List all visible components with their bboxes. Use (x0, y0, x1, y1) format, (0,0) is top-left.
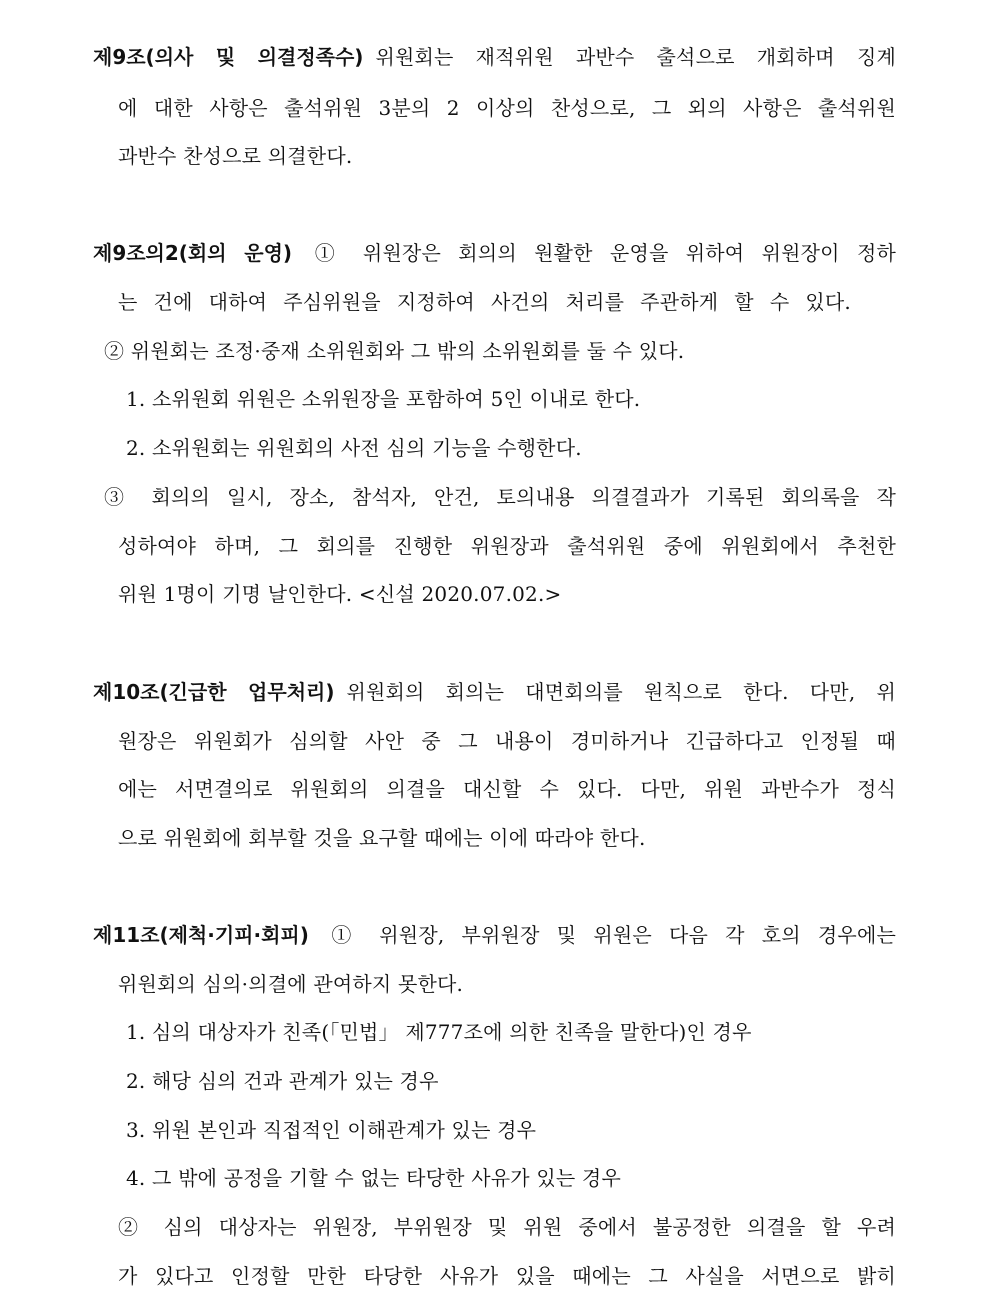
article-10-line-3: 에는 서면결의로 위원회의 의결을 대신할 수 있다. 다만, 위원 과반수가 정식 (118, 777, 896, 801)
article-11-line-1 (93, 922, 896, 948)
article-9-2-paragraph-3-line-1: ③ 회의의 일시, 장소, 참석자, 안건, 토의내용 의결결과가 기록된 회의록을 작 (104, 485, 896, 509)
article-10-text: 위원회의 회의는 대면회의를 원칙으로 한다. 다만, 위 (346, 680, 896, 704)
article-9-2-paragraph-3-line-3: 위원 1명이 기명 날인한다. <신설 2020.07.02.> (118, 582, 562, 606)
article-9-2-item-1: 1. 소위원회 위원은 소위원장을 포함하여 5인 이내로 한다. (126, 387, 641, 411)
article-9-2-paragraph-3-line-2: 성하여야 하며, 그 회의를 진행한 위원장과 출석위원 중에 위원회에서 추천한 (118, 534, 896, 558)
article-11-item-1: 1. 심의 대상자가 친족(「민법」 제777조에 의한 친족을 말한다)인 경우 (126, 1020, 752, 1044)
article-9-2-heading: 제9조의2(회의 운영) (93, 241, 293, 265)
article-10-line-2: 원장은 위원회가 심의할 사안 중 그 내용이 경미하거나 긴급하다고 인정될 때 (118, 729, 896, 753)
article-9-heading: 제9조(의사 및 의결정족수) (93, 45, 364, 69)
article-11-item-2: 2. 해당 심의 건과 관계가 있는 경우 (126, 1069, 439, 1093)
article-9-line-2: 에 대한 사항은 출석위원 3분의 2 이상의 찬성으로, 그 외의 사항은 출석위원 (118, 96, 896, 120)
article-9-2-text: ① 위원장은 회의의 원활한 운영을 위하여 위원장이 정하 (304, 241, 896, 265)
article-11-paragraph-2-line-1: ② 심의 대상자는 위원장, 부위원장 및 위원 중에서 불공정한 의결을 할 우려 (118, 1215, 896, 1239)
article-11-text: ① 위원장, 부위원장 및 위원은 다음 각 호의 경우에는 (320, 923, 896, 947)
article-9-2-item-2: 2. 소위원회는 위원회의 사전 심의 기능을 수행한다. (126, 436, 582, 460)
article-9-2-line-2: 는 건에 대하여 주심위원을 지정하여 사건의 처리를 주관하게 할 수 있다. (118, 290, 851, 314)
article-11-item-3: 3. 위원 본인과 직접적인 이해관계가 있는 경우 (126, 1118, 537, 1142)
article-10-line-1 (93, 679, 896, 705)
article-10-heading: 제10조(긴급한 업무처리) (93, 680, 335, 704)
article-11-item-4: 4. 그 밖에 공정을 기할 수 없는 타당한 사유가 있는 경우 (126, 1166, 621, 1190)
article-11-heading: 제11조(제척·기피·회피) (93, 923, 309, 947)
article-9-2-paragraph-2: ② 위원회는 조정·중재 소위원회와 그 밖의 소위원회를 둘 수 있다. (104, 339, 685, 363)
article-11-line-2: 위원회의 심의·의결에 관여하지 못한다. (118, 972, 464, 996)
article-9-line-1 (93, 44, 896, 70)
article-9-2-line-1 (93, 240, 896, 266)
article-9-line-3: 과반수 찬성으로 의결한다. (118, 144, 353, 168)
article-11-paragraph-2-line-2: 가 있다고 인정할 만한 타당한 사유가 있을 때에는 그 사실을 서면으로 밝히 (118, 1264, 896, 1288)
article-10-line-4: 으로 위원회에 회부할 것을 요구할 때에는 이에 따라야 한다. (118, 826, 646, 850)
article-9-text: 위원회는 재적위원 과반수 출석으로 개회하며 징계 (375, 45, 896, 69)
